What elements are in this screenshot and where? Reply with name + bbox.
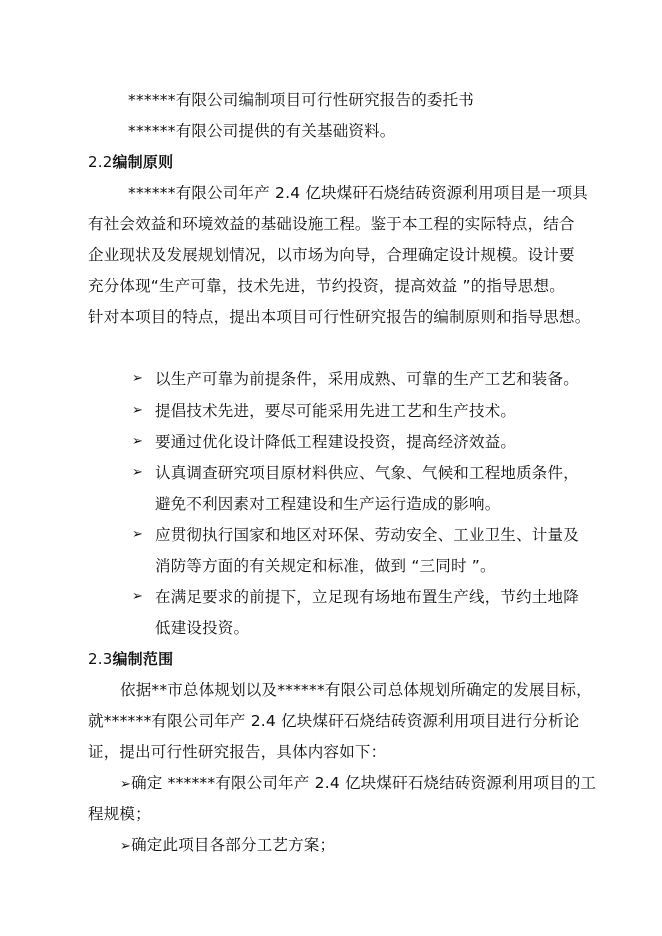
scope-item-continued: 程规模； bbox=[88, 805, 151, 823]
reference-line-2: ******有限公司提供的有关基础资料。 bbox=[128, 122, 396, 140]
arrow-bullet-icon: ➢ bbox=[120, 839, 132, 854]
bullet-text-continued: 消防等方面的有关规定和标准，做到 “三同时 ”。 bbox=[155, 557, 496, 575]
paragraph-line: 证，提出可行性研究报告，具体内容如下： bbox=[88, 743, 387, 761]
bullet-text: 以生产可靠为前提条件，采用成熟、可靠的生产工艺和装备。 bbox=[155, 370, 579, 388]
reference-line-1: ******有限公司编制项目可行性研究报告的委托书 bbox=[128, 91, 475, 109]
arrow-bullet-icon: ➢ bbox=[132, 403, 143, 418]
bullet-text-continued: 低建设投资。 bbox=[155, 619, 250, 637]
arrow-bullet-icon: ➢ bbox=[132, 465, 143, 480]
bullet-text: 提倡技术先进，要尽可能采用先进工艺和生产技术。 bbox=[155, 402, 517, 420]
paragraph-line: 企业现状及发展规划情况，以市场为向导，合理确定设计规模。设计要 bbox=[88, 246, 575, 264]
paragraph-line: 依据**市总体规划以及******有限公司总体规划所确定的发展目标， bbox=[120, 681, 592, 699]
section-number: 2.3 bbox=[88, 650, 113, 668]
paragraph-line: 针对本项目的特点，提出本项目可行性研究报告的编制原则和指导思想。 bbox=[88, 308, 591, 326]
arrow-bullet-icon: ➢ bbox=[132, 434, 143, 449]
arrow-bullet-icon: ➢ bbox=[120, 777, 132, 792]
section-heading-principles bbox=[88, 152, 173, 172]
bullet-text: 在满足要求的前提下，立足现有场地布置生产线，节约土地降 bbox=[155, 588, 579, 606]
section-number: 2.2 bbox=[88, 153, 113, 171]
scope-item bbox=[120, 835, 335, 857]
scope-item-text: 确定 ******有限公司年产 2.4 亿块煤矸石烧结砖资源利用项目的工 bbox=[131, 774, 597, 792]
paragraph-line: 有社会效益和环境效益的基础设施工程。鉴于本工程的实际特点，结合 bbox=[88, 215, 575, 233]
paragraph-line: 充分体现“生产可靠，技术先进，节约投资，提高效益 ”的指导思想。 bbox=[88, 277, 565, 295]
section-title: 编制范围 bbox=[112, 650, 174, 668]
paragraph-line: ******有限公司年产 2.4 亿块煤矸石烧结砖资源利用项目是一项具 bbox=[128, 184, 589, 202]
paragraph-line: 就******有限公司年产 2.4 亿块煤矸石烧结砖资源利用项目进行分析论 bbox=[88, 712, 580, 730]
bullet-text: 要通过优化设计降低工程建设投资，提高经济效益。 bbox=[155, 433, 517, 451]
arrow-bullet-icon: ➢ bbox=[132, 589, 143, 604]
section-title: 编制原则 bbox=[112, 153, 174, 171]
scope-item bbox=[120, 773, 596, 795]
scope-item-text: 确定此项目各部分工艺方案； bbox=[131, 836, 336, 854]
bullet-text: 应贯彻执行国家和地区对环保、劳动安全、工业卫生、计量及 bbox=[155, 526, 579, 544]
bullet-text: 认真调查研究项目原材料供应、气象、气候和工程地质条件， bbox=[155, 464, 579, 482]
arrow-bullet-icon: ➢ bbox=[132, 527, 143, 542]
bullet-text-continued: 避免不利因素对工程建设和生产运行造成的影响。 bbox=[155, 495, 501, 513]
arrow-bullet-icon: ➢ bbox=[132, 371, 143, 386]
section-heading-scope bbox=[88, 649, 173, 669]
